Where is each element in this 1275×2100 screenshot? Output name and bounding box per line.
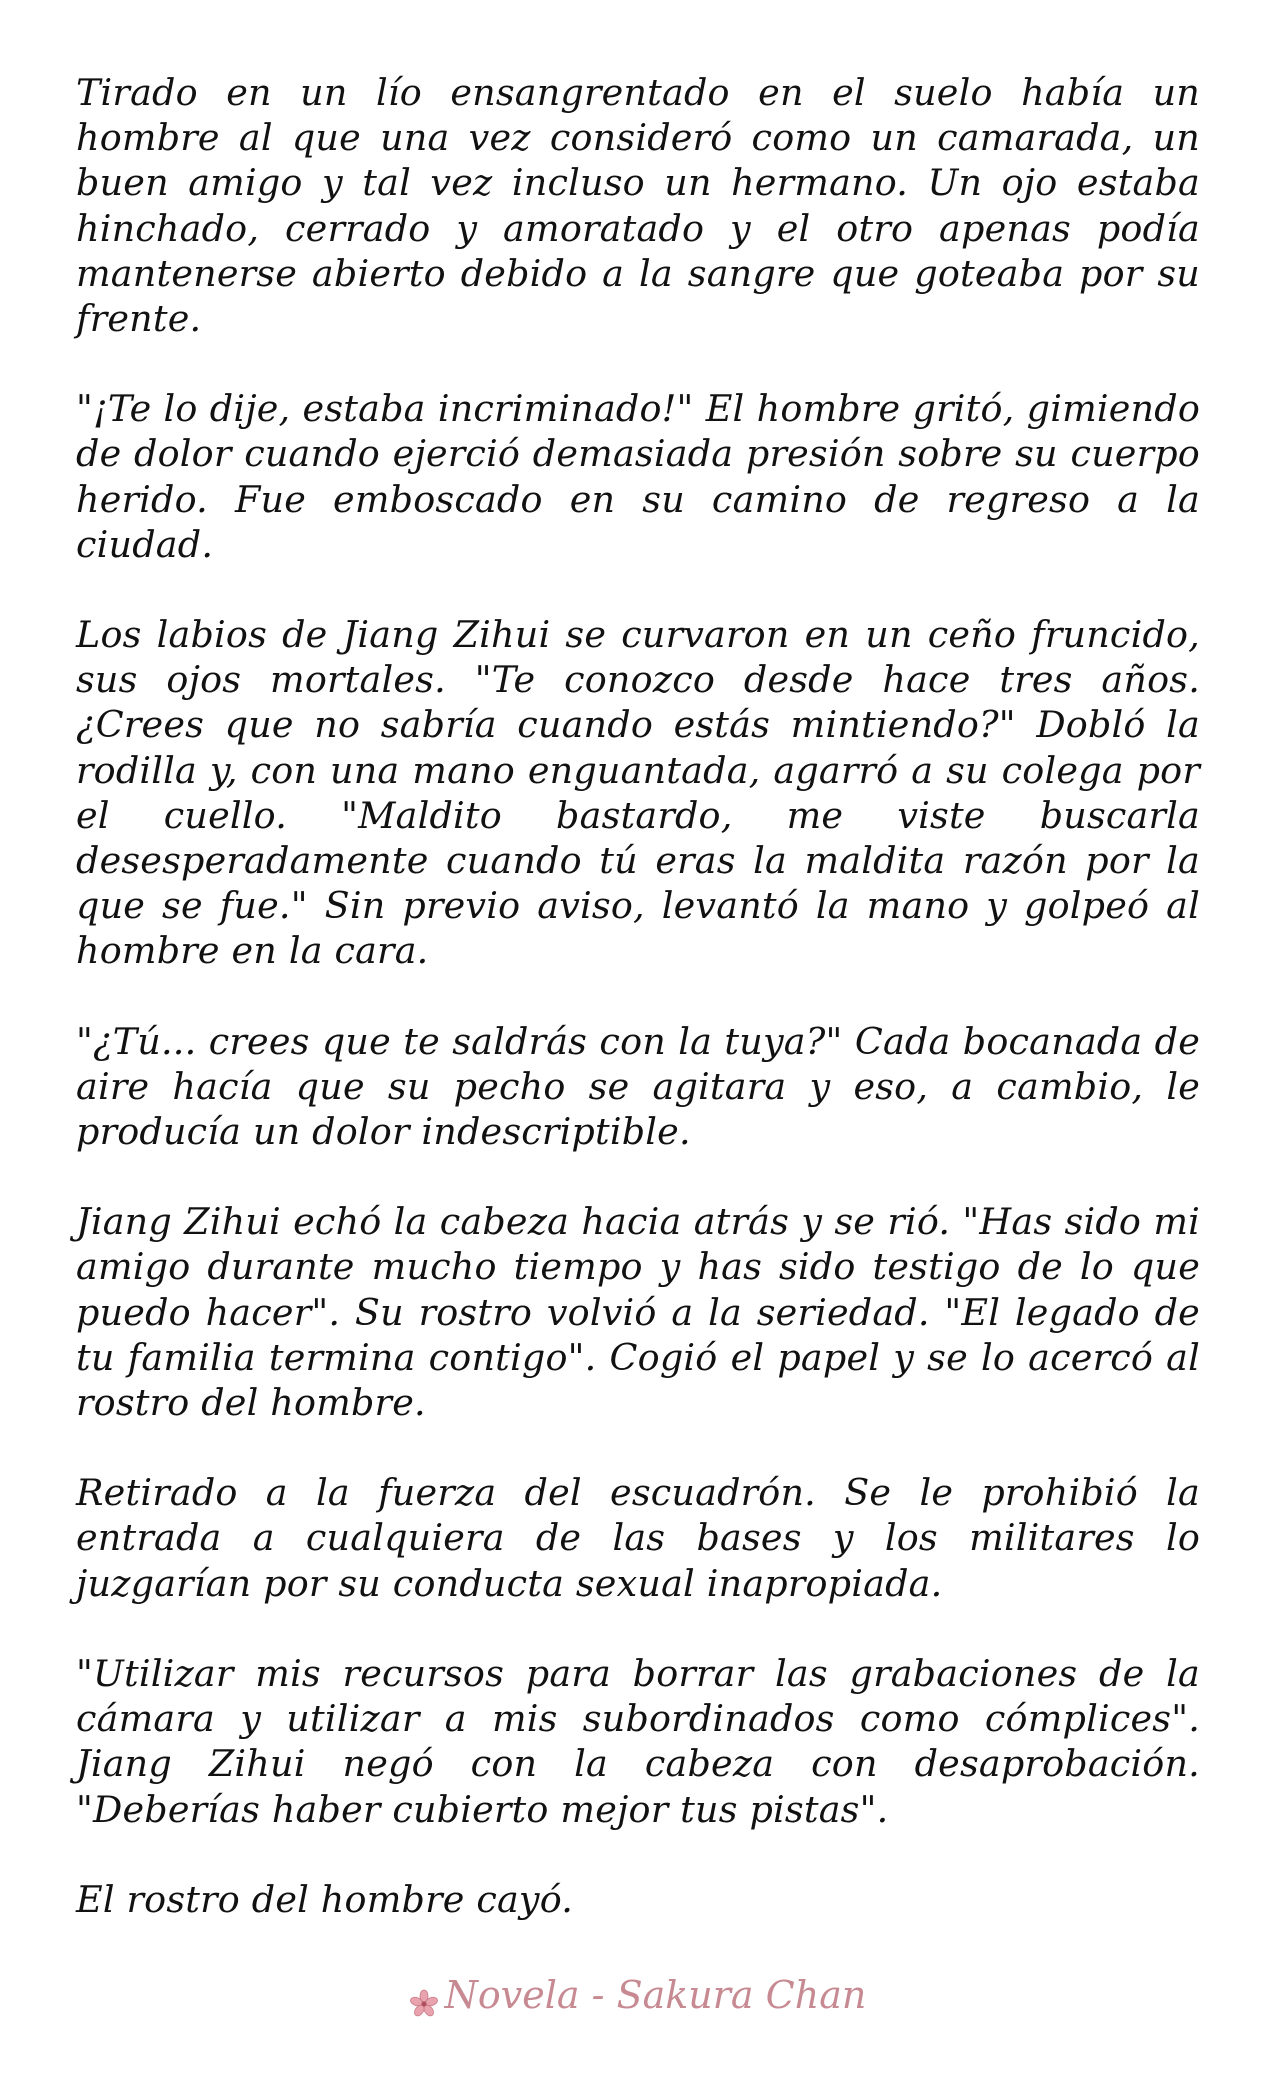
sakura-flower-icon bbox=[409, 1984, 439, 2014]
paragraph-6: Retirado a la fuerza del escuadrón. Se le prohibió la entrada a cualquiera de las bases y los militares lo juzgarían por su conducta sexual inapropiada. bbox=[76, 1471, 1200, 1605]
document-body bbox=[76, 70, 1200, 1967]
paragraph-1: Tirado en un lío ensangrentado en el suelo había un hombre al que una vez consideró como un camarada, un buen amigo y tal vez incluso un hermano. Un ojo estaba hinchado, cerrado y amoratado y el otro apenas podía mantenerse abierto debido a la sangre que goteaba por su frente. bbox=[76, 71, 1200, 341]
paragraph-4: "¿Tú... crees que te saldrás con la tuya?" Cada bocanada de aire hacía que su pecho se agitara y eso, a cambio, le producía un dolor indescriptible. bbox=[76, 1019, 1200, 1154]
paragraph-3: Los labios de Jiang Zihui se curvaron en un ceño fruncido, sus ojos mortales. "Te conozco desde hace tres años. ¿Crees que no sabría cuando estás mintiendo?" Dobló la rodilla y, con una mano enguantada, agarró a su colega por el cuello. "Maldito bastardo, me viste buscarla desesperadamente cuando tú eras la maldita razón por la que se fue." Sin previo aviso, levantó la mano y golpeó al hombre en la cara. bbox=[76, 613, 1200, 973]
paragraph-5: Jiang Zihui echó la cabeza hacia atrás y se rió. "Has sido mi amigo durante mucho tiempo y has sido testigo de lo que puedo hacer". Su rostro volvió a la seriedad. "El legado de tu familia termina contigo". Cogió el papel y se lo acercó al rostro del hombre. bbox=[76, 1200, 1200, 1425]
watermark-text: Novela - Sakura Chan bbox=[444, 1973, 867, 2017]
paragraph-7: "Utilizar mis recursos para borrar las grabaciones de la cámara y utilizar a mis subordinados como cómplices". Jiang Zihui negó con la cabeza con desaprobación. "Deberías haber cubierto mejor tus pistas". bbox=[76, 1651, 1200, 1831]
paragraph-8: El rostro del hombre cayó. bbox=[76, 1877, 574, 1921]
paragraph-2: "¡Te lo dije, estaba incriminado!" El hombre gritó, gimiendo de dolor cuando ejerció demasiada presión sobre su cuerpo herido. Fue emboscado en su camino de regreso a la ciudad. bbox=[76, 387, 1200, 566]
watermark-footer bbox=[0, 1973, 1275, 2017]
